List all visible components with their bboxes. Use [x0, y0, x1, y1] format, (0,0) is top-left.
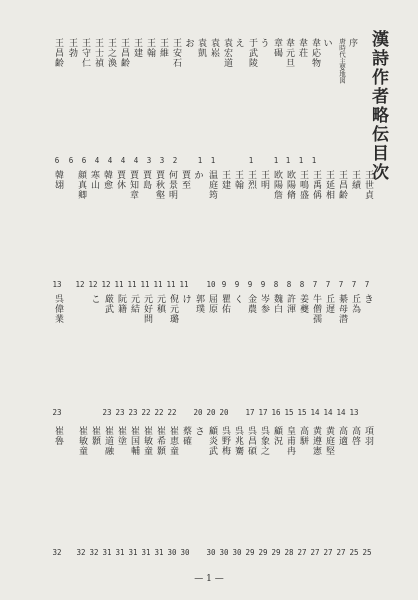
- toc-entry: [51, 426, 64, 446]
- toc-entry: [65, 38, 78, 58]
- author-name: 王建: [220, 170, 230, 190]
- page-ref: 9: [234, 280, 240, 289]
- page-ref: 30: [180, 548, 190, 557]
- page-ref: 28: [284, 548, 294, 557]
- author-name: 王昌齢: [119, 38, 129, 68]
- page-ref: 23: [115, 408, 125, 417]
- toc-entry: [361, 170, 374, 200]
- author-name: 黄庭堅: [324, 426, 334, 456]
- toc-entry: [156, 38, 169, 58]
- toc-entry: [309, 294, 322, 324]
- toc-entry: [335, 294, 348, 324]
- toc-entry: [51, 294, 64, 324]
- toc-entry: [51, 170, 64, 190]
- toc-entry: [101, 426, 114, 456]
- author-name: 韓愈: [102, 170, 112, 190]
- author-name: 崔希顥: [155, 426, 165, 456]
- page-ref: 6: [54, 156, 60, 165]
- toc-entry: [140, 294, 153, 324]
- page-ref: 30: [232, 548, 242, 557]
- section-kana-heading: [361, 294, 374, 304]
- author-name: 欧陽詹: [272, 170, 282, 200]
- page-ref: 9: [260, 280, 266, 289]
- page-ref: 27: [336, 548, 346, 557]
- toc-entry: [244, 294, 257, 314]
- author-name: 王建: [132, 38, 142, 58]
- author-name: 王守仁: [80, 38, 90, 68]
- author-name: 顔真卿: [76, 170, 86, 200]
- author-name: 王世貞: [363, 170, 373, 200]
- author-name: 項羽: [363, 426, 373, 446]
- page-ref: 1: [298, 156, 304, 165]
- toc-entry: [91, 38, 104, 68]
- author-name: 王翰: [145, 38, 155, 58]
- toc-entry: [231, 426, 244, 456]
- author-name: 崔敏童: [77, 426, 87, 456]
- author-name: 高駢: [298, 426, 308, 446]
- page-ref: 4: [120, 156, 126, 165]
- author-name: 元好問: [142, 294, 152, 324]
- author-name: 高適: [337, 426, 347, 446]
- author-name: 顧況: [272, 426, 282, 446]
- toc-entry: [348, 170, 361, 190]
- toc-entry: [361, 426, 374, 446]
- author-name: 丘遅: [324, 294, 334, 314]
- toc-entry: [283, 170, 296, 200]
- author-name: 韓翃: [53, 170, 63, 190]
- section-kana-heading: [88, 294, 101, 304]
- author-name: 許渾: [285, 294, 295, 314]
- page-ref: 6: [81, 156, 87, 165]
- toc-entry: [345, 38, 358, 48]
- author-name: 韋荘: [297, 38, 307, 58]
- page-ref: 6: [68, 156, 74, 165]
- toc-entry: [257, 426, 270, 456]
- toc-entry: [130, 38, 143, 58]
- page-ref: 1: [197, 156, 203, 165]
- page-ref: 27: [323, 548, 333, 557]
- toc-entry: [322, 426, 335, 456]
- toc-entry: [348, 294, 361, 314]
- page-ref: 32: [76, 548, 86, 557]
- page-ref: 3: [146, 156, 152, 165]
- author-name: 金農: [246, 294, 256, 314]
- page-ref: 16: [271, 408, 281, 417]
- author-name: 序: [347, 38, 357, 48]
- page-ref: 23: [52, 408, 62, 417]
- author-name: 寒山: [89, 170, 99, 190]
- author-name: 袁凱: [196, 38, 206, 58]
- author-name: 于武陵: [247, 38, 257, 68]
- toc-entry: [78, 38, 91, 68]
- section-kana-heading: [182, 38, 195, 48]
- author-name: 元結: [129, 294, 139, 314]
- author-name: 何景明: [167, 170, 177, 200]
- toc-entry: [220, 38, 233, 68]
- toc-entry: [143, 38, 156, 58]
- toc-entry: [139, 170, 152, 190]
- author-name: 屈原: [207, 294, 217, 314]
- author-name: 王維: [158, 38, 168, 58]
- page-ref: 7: [338, 280, 344, 289]
- author-name: 黄遵憲: [311, 426, 321, 456]
- author-name: 姜夔: [298, 294, 308, 314]
- page-ref: 23: [128, 408, 138, 417]
- page-ref: 20: [219, 408, 229, 417]
- toc-entry: [322, 170, 335, 200]
- author-name: 崔国輔: [129, 426, 139, 456]
- section-kana-heading: [179, 294, 192, 304]
- page-ref: 20: [206, 408, 216, 417]
- page-ref: 9: [221, 280, 227, 289]
- toc-entry: [101, 294, 114, 314]
- toc-entry: [283, 426, 296, 456]
- author-name: 王士禎: [93, 38, 103, 68]
- section-label: う: [258, 38, 269, 48]
- toc-entry: [165, 170, 178, 200]
- section-label: か: [192, 170, 203, 180]
- toc-entry: [335, 426, 348, 446]
- toc-entry: [74, 170, 87, 200]
- page-ref: 8: [286, 280, 292, 289]
- toc-entry: [335, 170, 348, 200]
- author-name: 丘為: [350, 294, 360, 314]
- author-name: 王昌齢: [53, 38, 63, 68]
- toc-entry: [205, 294, 218, 314]
- toc-entry: [179, 426, 192, 446]
- toc-entry: [126, 170, 139, 200]
- author-name: 倪元璐: [168, 294, 178, 324]
- toc-entry: [51, 38, 64, 68]
- page-ref: 20: [193, 408, 203, 417]
- page-ref: 11: [153, 280, 163, 289]
- page-ref: 4: [107, 156, 113, 165]
- toc-entry: [270, 170, 283, 200]
- toc-entry: [113, 170, 126, 190]
- toc-entry: [169, 38, 182, 68]
- page-ref: 17: [245, 408, 255, 417]
- section-kana-heading: [231, 294, 244, 304]
- section-kana-heading: [191, 170, 204, 180]
- page-ref: 30: [219, 548, 229, 557]
- toc-entry: [207, 38, 220, 58]
- page-ref: 11: [179, 280, 189, 289]
- toc-entry: [192, 294, 205, 314]
- page-ref: 4: [133, 156, 139, 165]
- toc-entry: [309, 426, 322, 456]
- toc-entry: [245, 38, 258, 68]
- page-ref: 13: [349, 408, 359, 417]
- toc-entry: [295, 38, 308, 58]
- author-name: 賈知章: [128, 170, 138, 200]
- page-ref: 30: [206, 548, 216, 557]
- toc-entry: [127, 294, 140, 314]
- toc-entry: [87, 170, 100, 190]
- page-ref: 8: [273, 280, 279, 289]
- author-name: 王鳴盛: [298, 170, 308, 200]
- page-ref: 25: [349, 548, 359, 557]
- toc-entry: [166, 294, 179, 324]
- page-ref: 11: [140, 280, 150, 289]
- author-name: 顧炎武: [207, 426, 217, 456]
- page-ref: 11: [114, 280, 124, 289]
- page-ref: 22: [167, 408, 177, 417]
- section-label: け: [180, 294, 191, 304]
- toc-entry: [218, 426, 231, 456]
- page-ref: 29: [271, 548, 281, 557]
- section-label: こ: [89, 294, 100, 304]
- author-name: 瞿佑: [220, 294, 230, 314]
- toc-entry: [309, 170, 322, 200]
- author-name: 唐時代主要地図: [338, 38, 346, 84]
- page-ref: 23: [102, 408, 112, 417]
- toc-entry: [348, 426, 361, 446]
- author-name: 崔塗: [116, 426, 126, 446]
- author-name: 王禹偁: [311, 170, 321, 200]
- page-ref: 31: [154, 548, 164, 557]
- toc-entry: [244, 170, 257, 190]
- page-ref: 22: [141, 408, 151, 417]
- page-ref: 15: [297, 408, 307, 417]
- toc-entry: [114, 426, 127, 446]
- author-name: 王勃: [67, 38, 77, 58]
- toc-entry: [218, 170, 231, 190]
- toc-entry: [127, 426, 140, 456]
- toc-entry: [194, 38, 207, 58]
- toc-entry: [296, 426, 309, 446]
- page-ref: 27: [297, 548, 307, 557]
- toc-entry: [104, 38, 117, 68]
- author-name: 蔡確: [181, 426, 191, 446]
- page-ref: 1: [273, 156, 279, 165]
- page-ref: 2: [172, 156, 178, 165]
- toc-entry: [75, 426, 88, 456]
- author-name: 章碣: [272, 38, 282, 58]
- section-kana-heading: [320, 38, 333, 48]
- page-ref: 31: [115, 548, 125, 557]
- page-ref: 1: [311, 156, 317, 165]
- section-label: お: [183, 38, 194, 48]
- toc-entry: [270, 294, 283, 314]
- author-name: 呉野梅: [220, 426, 230, 456]
- page-ref: 22: [154, 408, 164, 417]
- page-ref: 3: [159, 156, 165, 165]
- page-ref: 7: [312, 280, 318, 289]
- author-name: 呉偉業: [53, 294, 63, 324]
- author-name: 阮籍: [116, 294, 126, 314]
- page-ref: 12: [75, 280, 85, 289]
- toc-entry: [257, 170, 270, 190]
- author-name: 温庭筠: [207, 170, 217, 200]
- page-ref: 7: [351, 280, 357, 289]
- author-name: 崔魯: [53, 426, 63, 446]
- author-name: 賈島: [141, 170, 151, 190]
- author-name: 王延相: [324, 170, 334, 200]
- toc-entry: [205, 170, 218, 200]
- page-ref: 32: [89, 548, 99, 557]
- author-name: 欧陽脩: [285, 170, 295, 200]
- toc-entry: [270, 38, 283, 58]
- author-name: 呉昌碩: [246, 426, 256, 456]
- author-name: 崔道融: [103, 426, 113, 456]
- page-ref: 29: [245, 548, 255, 557]
- page-ref: 27: [310, 548, 320, 557]
- author-name: 韋元旦: [284, 38, 294, 68]
- section-label: い: [321, 38, 332, 48]
- toc-entry: [117, 38, 130, 68]
- author-name: 郭璞: [194, 294, 204, 314]
- section-kana-heading: [257, 38, 270, 48]
- author-name: 牛僧孺: [311, 294, 321, 324]
- toc-entry: [322, 294, 335, 314]
- page-ref: 4: [94, 156, 100, 165]
- page-ref: 29: [258, 548, 268, 557]
- section-label: え: [233, 38, 244, 48]
- page-ref: 31: [128, 548, 138, 557]
- author-name: 崔顥: [90, 426, 100, 446]
- toc-entry: [140, 426, 153, 456]
- author-name: 賈秋壑: [154, 170, 164, 200]
- author-name: 呉兆騫: [233, 426, 243, 456]
- toc-entry: [153, 294, 166, 314]
- page-ref: 17: [258, 408, 268, 417]
- author-name: 綦母潜: [337, 294, 347, 324]
- page-ref: 9: [247, 280, 253, 289]
- author-name: 王翰: [233, 170, 243, 190]
- page-ref: 12: [88, 280, 98, 289]
- page-number: — 1 —: [194, 574, 224, 584]
- page-ref: 1: [285, 156, 291, 165]
- toc-entry: [244, 426, 257, 456]
- page-ref: 32: [52, 548, 62, 557]
- toc-entry: [308, 38, 321, 68]
- toc-entry: [231, 170, 244, 190]
- author-name: 崔敏童: [142, 426, 152, 456]
- page-ref: 31: [141, 548, 151, 557]
- author-name: 崔恵童: [168, 426, 178, 456]
- author-name: 岑参: [259, 294, 269, 314]
- page-ref: 1: [210, 156, 216, 165]
- toc-subentry: [333, 38, 346, 84]
- page-ref: 7: [325, 280, 331, 289]
- author-name: 韋応物: [310, 38, 320, 68]
- toc-entry: [218, 294, 231, 314]
- author-name: 王之渙: [106, 38, 116, 68]
- page-ref: 1: [248, 156, 254, 165]
- page-ref: 15: [284, 408, 294, 417]
- toc-entry: [296, 294, 309, 314]
- author-name: 王烈: [246, 170, 256, 190]
- author-name: 袁宏道: [222, 38, 232, 68]
- toc-entry: [270, 426, 283, 446]
- section-kana-heading: [232, 38, 245, 48]
- page-ref: 8: [299, 280, 305, 289]
- section-label: き: [362, 294, 373, 304]
- page-ref: 14: [323, 408, 333, 417]
- page-ref: 14: [336, 408, 346, 417]
- toc-entry: [257, 294, 270, 314]
- toc-entry: [100, 170, 113, 190]
- toc-entry: [296, 170, 309, 200]
- toc-entry: [166, 426, 179, 456]
- author-name: 皇甫冉: [285, 426, 295, 456]
- page-ref: 14: [310, 408, 320, 417]
- toc-entry: [205, 426, 218, 456]
- page-ref: 30: [167, 548, 177, 557]
- author-name: 王昌齢: [337, 170, 347, 200]
- toc-entry: [114, 294, 127, 314]
- toc-entry: [153, 426, 166, 456]
- author-name: 呉象之: [259, 426, 269, 456]
- section-label: く: [232, 294, 243, 304]
- page-title: 漢詩作者略伝目次: [368, 30, 388, 182]
- author-name: 袁崧: [209, 38, 219, 58]
- page-ref: 10: [206, 280, 216, 289]
- page-ref: 11: [127, 280, 137, 289]
- page-ref: 13: [52, 280, 62, 289]
- page-ref: 31: [102, 548, 112, 557]
- toc-entry: [88, 426, 101, 446]
- section-label: さ: [193, 426, 204, 436]
- page-ref: 11: [166, 280, 176, 289]
- author-name: 王明: [259, 170, 269, 190]
- author-name: 魏白: [272, 294, 282, 314]
- section-kana-heading: [192, 426, 205, 436]
- author-name: 高啓: [350, 426, 360, 446]
- page-ref: 12: [101, 280, 111, 289]
- toc-entry: [283, 294, 296, 314]
- toc-entry: [178, 170, 191, 190]
- toc-entry: [282, 38, 295, 68]
- toc-entry: [152, 170, 165, 200]
- author-name: 王安石: [171, 38, 181, 68]
- author-name: 賈休: [115, 170, 125, 190]
- author-name: 賈至: [180, 170, 190, 190]
- author-name: 元稹: [155, 294, 165, 314]
- page-ref: 25: [362, 548, 372, 557]
- author-name: 王績: [350, 170, 360, 190]
- author-name: 厳武: [103, 294, 113, 314]
- page-ref: 7: [364, 280, 370, 289]
